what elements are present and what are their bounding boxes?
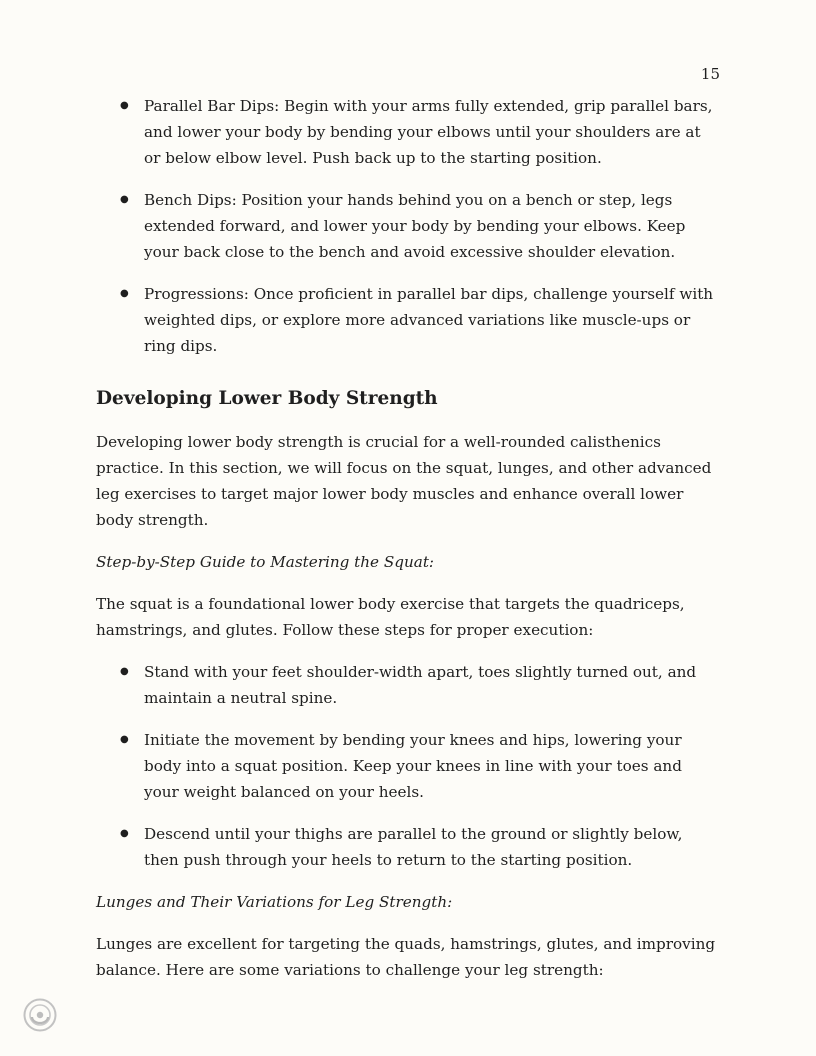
- list-item: ● Parallel Bar Dips: Begin with your arms fully extended, grip parallel bars, and lower your body by bending your elbows until your shoulders are at or below elbow level. Push back up to the starting position.: [96, 93, 720, 171]
- list-item: ● Progressions: Once proficient in parallel bar dips, challenge yourself with weighted dips, or explore more advanced variations like muscle-ups or ring dips.: [96, 281, 720, 359]
- section-intro: Developing lower body strength is crucial for a well-rounded calisthenics practice. In this section, we will focus on the squat, lunges, and other advanced leg exercises to target major lower body muscles and enhance overall lower body strength.: [96, 433, 712, 529]
- squat-steps-list: [96, 659, 720, 873]
- lunges-intro: Lunges are excellent for targeting the quads, hamstrings, glutes, and improving balance. Here are some variations to challenge your leg strength:: [96, 935, 716, 979]
- list-item: ● Bench Dips: Position your hands behind you on a bench or step, legs extended forward, and lower your body by bending your elbows. Keep your back close to the bench and avoid excessive shoulder elevation.: [96, 187, 720, 265]
- squat-subheading: Step-by-Step Guide to Mastering the Squat:: [96, 553, 435, 571]
- circular-logo-icon: [23, 998, 57, 1032]
- section-heading: Developing Lower Body Strength: [96, 388, 438, 409]
- list-item: ● Stand with your feet shoulder-width apart, toes slightly turned out, and maintain a neutral spine.: [96, 659, 720, 711]
- dips-bullet-list: [96, 93, 720, 359]
- list-item: ● Initiate the movement by bending your knees and hips, lowering your body into a squat position. Keep your knees in line with your toes and your weight balanced on your heels.: [96, 727, 720, 805]
- lunges-subheading: Lunges and Their Variations for Leg Strength:: [96, 893, 453, 911]
- document-body: [96, 93, 720, 999]
- list-item: ● Descend until your thighs are parallel to the ground or slightly below, then push through your heels to return to the starting position.: [96, 821, 720, 873]
- squat-intro: The squat is a foundational lower body exercise that targets the quadriceps, hamstrings, and glutes. Follow these steps for proper execution:: [96, 595, 685, 639]
- page-number: 15: [700, 65, 720, 83]
